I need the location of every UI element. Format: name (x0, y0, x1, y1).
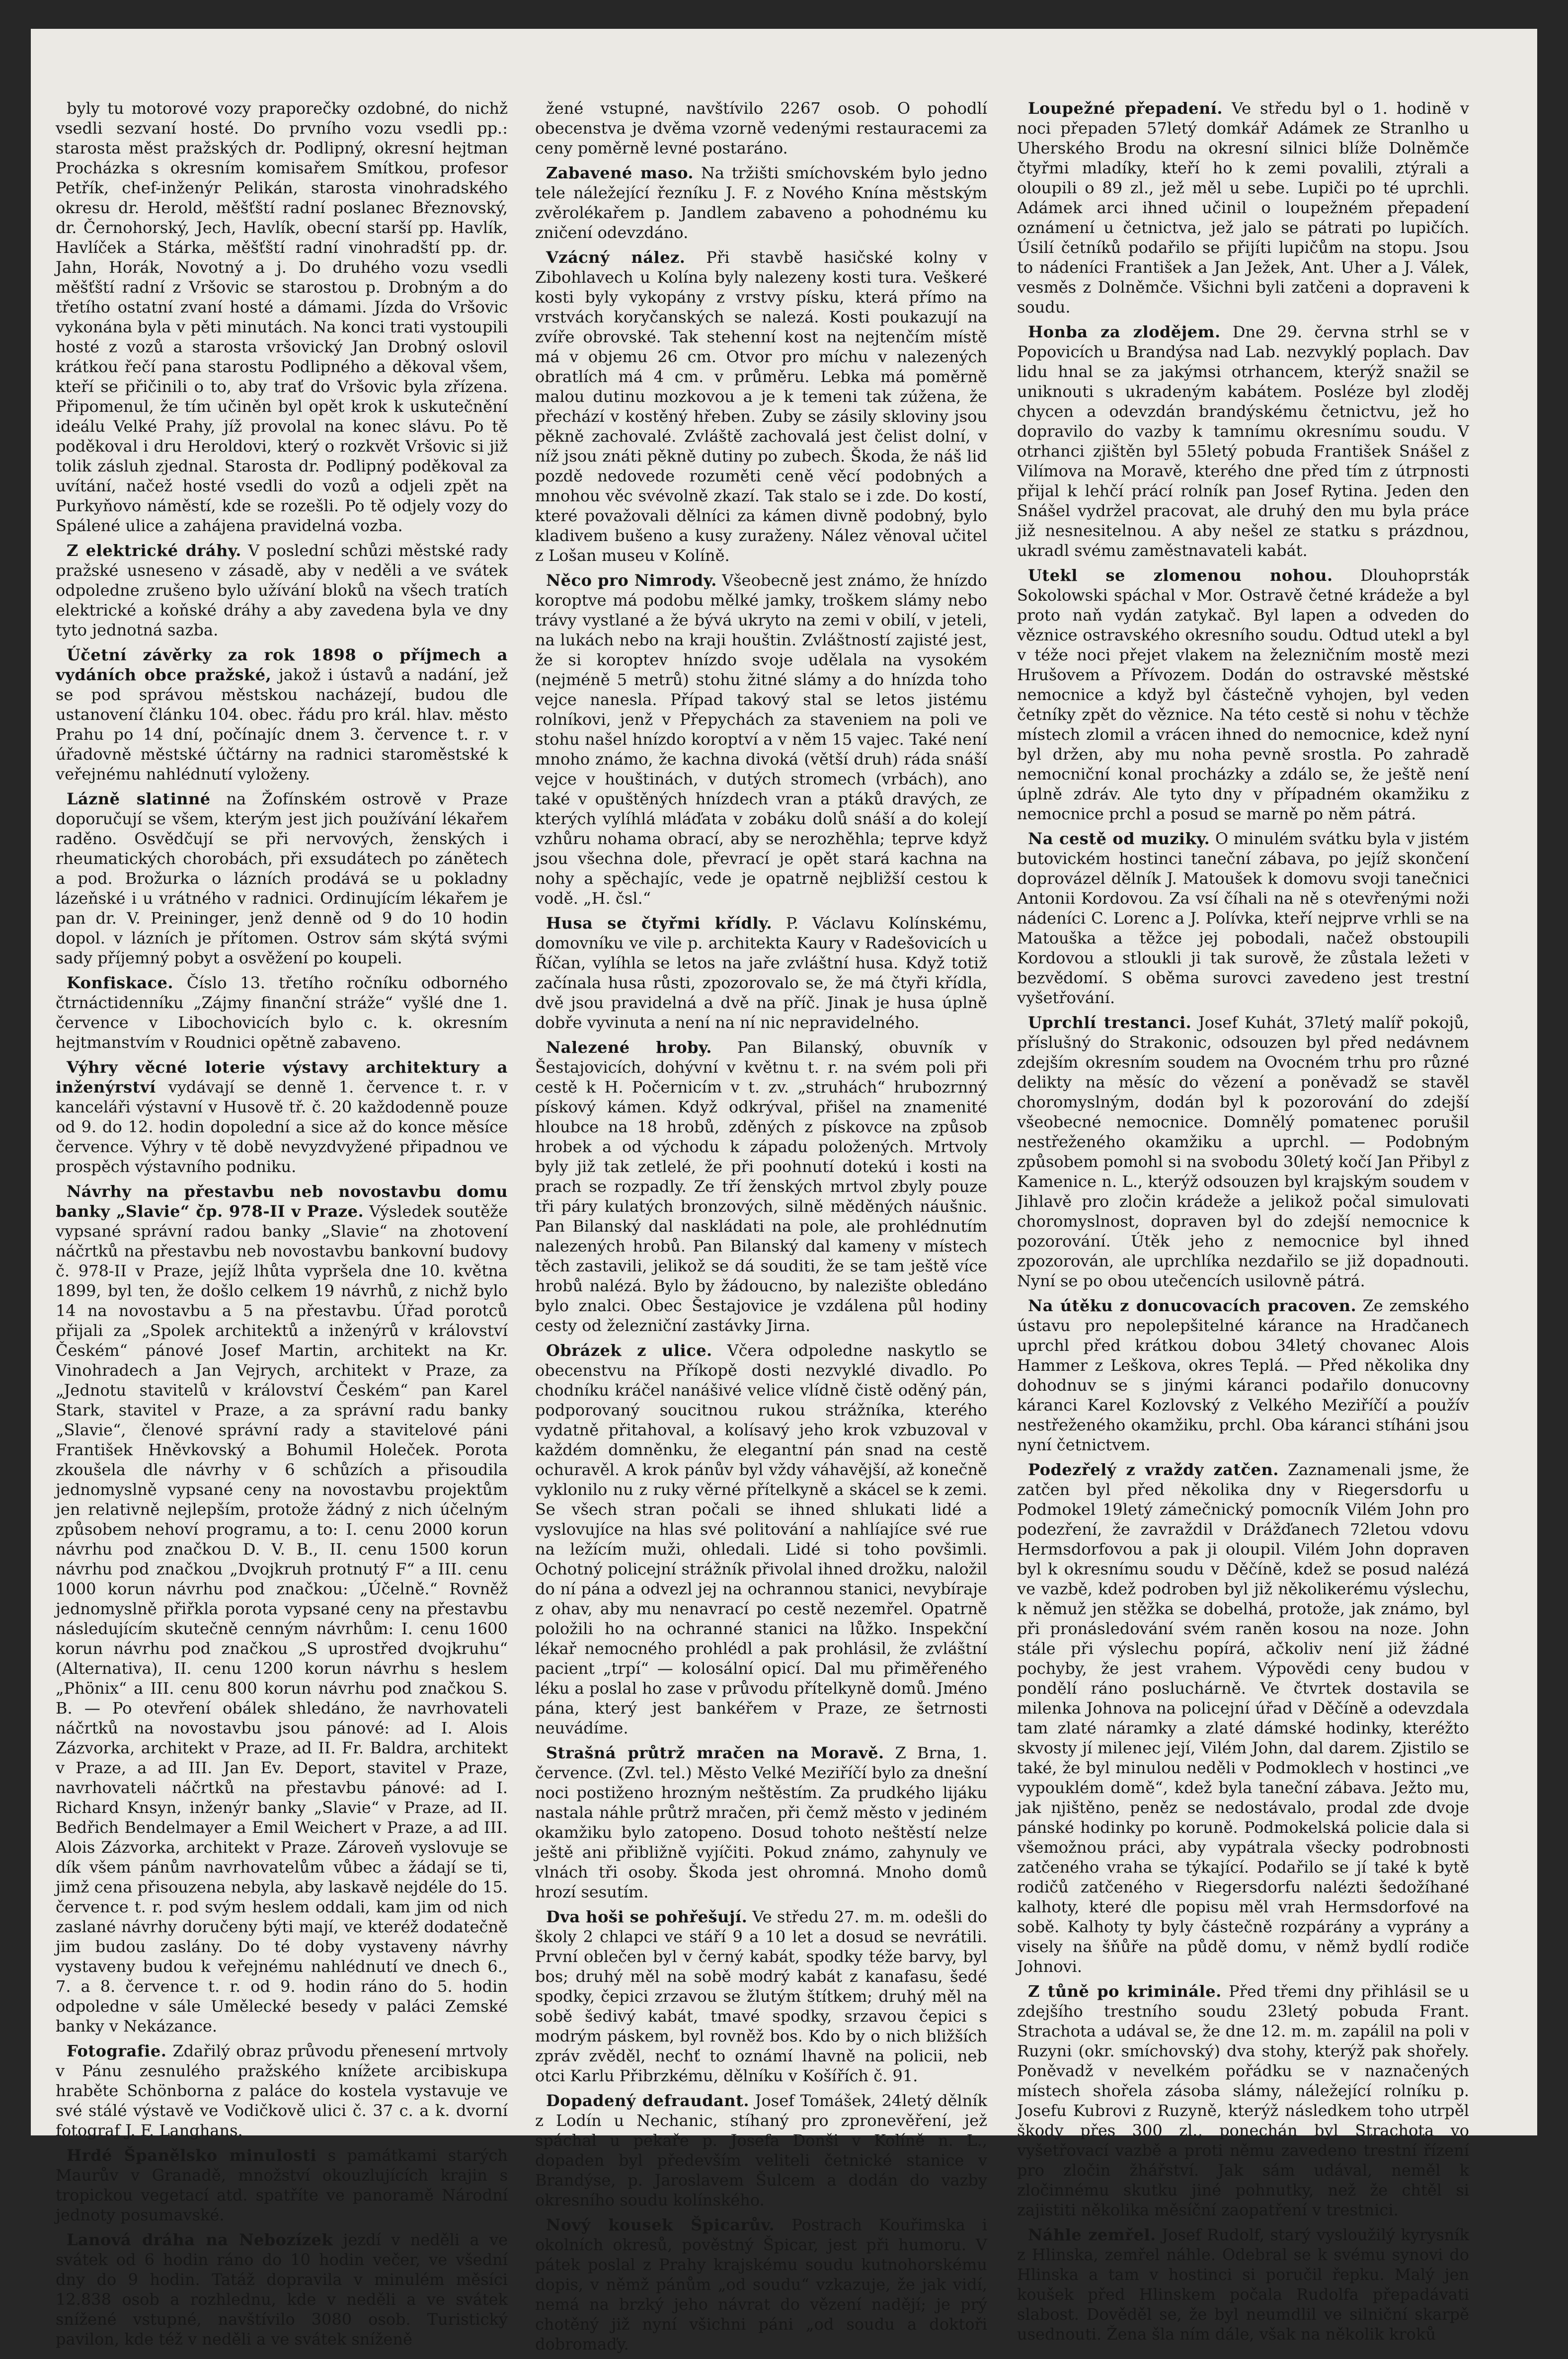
article-paragraph (535, 913, 987, 1032)
article-heading: Lázně slatinné (67, 789, 211, 808)
article-heading: Z tůně po kriminále. (1028, 1982, 1222, 2001)
article-heading: Návrhy na přestavbu neb novostavbu domu banky „Slavie“ čp. 978-II v Praze. (56, 1182, 508, 1221)
article-paragraph (535, 163, 987, 242)
article-text: Ve středu byl o 1. hodině v noci přepaden 57letý domkář Adámek ze Stranlho u Uherského Brodu na okresní silnici blíže Dolněmče čtyřmi mladíky, kteří ho k zemi povalili, ztýrali a oloupili o 89 zl., jež měl u sebe. Lupiči po té uprchli. Adámek arci ihned učinil o loupežném přepadení oznámení u četnictva, jež jalo se pátrati po lupičích. Úsilí četníků podařilo se přijíti lupičům na stopu. Jsou to nádeníci František a Jan Ježek, Ant. Uher a J. Válek, vesměs z Dolněmče. Všichni byli zatčeni a dopraveni k soudu. (1017, 99, 1470, 316)
article-text: Výsledek soutěže vypsané správní radou banky „Slavie“ na zhotovení náčrtků na přestavbu neb novostavbu bankovní budovy č. 978-II v Praze, jejíž lhůta vypršela dne 10. května 1899, byl ten, že došlo celkem 19 návrhů, z nichž bylo 14 na novostavbu a 5 na přestavbu. Úřad porotců přijali za „Spolek architektů a inženýrů v království Českém“ pánové Josef Martin, architekt na Kr. Vinohradech a Jan Vejrych, architekt v Praze, za „Jednotu stavitelů v království Českém“ pan Karel Stark, stavitel v Praze, a za správní radu banky „Slavie“, členové správní rady a stavitelové páni František Hněvkovský a Bohumil Holeček. Porota zkoušela dle návrhy v 6 schůzích a přisoudila jednomyslně vypsané ceny na novostavbu projektům jen relativně nejlepším, protože žádný z nich účelným způsobem nehoví programu, a to: I. cenu 2000 korun návrhu pod značkou D. V. B., II. cenu 1500 korun návrhu pod značkou „Dvojkruh protnutý F“ a III. cenu 1000 korun návrhu pod značkou: „Účelně.“ Rovněž jednomyslně přiřkla porota vypsané ceny na přestavbu následujícím skutečně cenným návrhům: I. cenu 1600 korun návrhu pod značkou „S uprostřed dvojkruhu“ (Alternativa), II. cenu 1200 korun návrhu s heslem „Phönix“ a III. cenu 800 korun návrhu pod značkou S. B. — Po otevření obálek shledáno, že navrhovateli náčrtků na novostavbu jsou pánové: ad I. Alois Zázvorka, architekt v Praze, ad II. Fr. Baldra, architekt v Praze, a ad III. Jan Ev. Deport, stavitel v Praze, navrhovateli náčrtků na přestavbu pánové: ad I. Richard Knsyn, inženýr banky „Slavie“ v Praze, ad II. Bedřich Bendelmayer a Emil Weichert v Praze, a ad III. Alois Zázvorka, architekt v Praze. Zároveň vyslovuje se dík všem pánům navrhovatelům vůbec a žádají se ti, jimž cena přisouzena nebyla, aby laskavě nejdéle do 15. července t. r. pod svým heslem oddali, kam jim od nich zaslané návrhy doručeny býti mají, ve kteréž dodatečně jim budou zaslány. Do té doby vystaveny návrhy vystaveny budou k veřejnému nahlédnutí ve dnech 6., 7. a 8. července t. r. od 9. hodin ráno do 5. hodin odpoledne v sále Umělecké besedy v paláci Zemské banky v Nekázance. (56, 1202, 508, 2036)
article-heading: Lanová dráha na Nebozízek (67, 2230, 333, 2249)
article-heading: Utekl se zlomenou nohou. (1028, 566, 1333, 585)
article-paragraph (1017, 1460, 1469, 1976)
article-heading: Na útěku z donucovacích pracoven. (1028, 1296, 1357, 1315)
article-paragraph (535, 247, 987, 565)
article-text: Pan Bilanský, obuvník v Šestajovicích, dohývní v květnu t. r. na svém poli při cestě k H. Počernicím v t. zv. „struhách“ hrubozrnný pískový kámen. Když odkrýval, přišel na znamenité hloubce na 18 hrobů, zděných z pískovce na způsob hrobek a od východu k západu položených. Mrtvoly byly již tak zetlelé, že při poohnutí dotekú i kosti na prach se rozpadly. Ze tří ženských mrtvol zbyly pouze tři páry kulatých bronzových, silně měděných náušnic. Pan Bilanský dal naskládati na pole, ale prohlédnutím nalezených hrobů. Pan Bilanský dal kameny v místech těch zastavili, jelikož se dá souditi, že se tam ještě více hrobů nalézá. Bylo by žádoucno, by nalezište obledáno bylo znalci. Obec Šestajovice je vzdálena půl hodiny cesty od železniční zastávky Jirna. (535, 1038, 988, 1335)
article-heading: Nový kousek Špicarův. (546, 2215, 775, 2234)
text-column-1 (56, 98, 508, 2354)
article-text: Číslo 13. třetího ročníku odborného čtrnáctidenníku „Zájmy finanční stráže“ vyšlé dne 1. července v Libochovicích bylo c. k. okresním hejtmanstvím v Roudnici opětně zabaveno. (56, 973, 508, 1052)
article-text: Při stavbě hasičské kolny v Zibohlavech u Kolína byly nalezeny kosti tura. Veškeré kosti byly vykopány z vrstvy písku, která přímo na vrstvách koryčanských se nalezá. Kosti poukazují na zvíře obrovské. Tak stehenní kost na nejtenčím místě má v objemu 26 cm. Otvor pro míchu v nalezených obratlích má 4 cm. v průměru. Lebka má poměrně malou dutinu mozkovou a je k temeni tak zúžena, že přechází v kostěný hřeben. Zuby se zásily skloviny jsou pěkně zachovalé. Zvláště zachovalá jest čelist dolní, v níž jsou znáti pěkně dutiny po zubech. Škoda, že náš lid pozdě nedovede rozuměti ceně věcí podobných a mnohou věc svévolně zkazí. Tak stalo se i zde. Do kostí, které považovali dělníci za kámen divně podobný, bylo kladivem bušeno a kusy zuraženy. Nález věnoval učitel z Lošan museu v Kolíně. (535, 248, 988, 565)
article-paragraph (56, 645, 508, 784)
article-text: jezdí v neděli a ve svátek od 6 hodin ráno do 10 hodin večer, ve všední dny do 9 hodin. Tatáž dopravila v minulém měsíci 12.838 osob a rozhlednu, kde v neděli a ve svátek snížené vstupné, navštívilo 3080 osob. Turistický pavilon, kde též v neděli a ve svátek sníženě (56, 2230, 508, 2349)
article-text: Zdařilý obraz průvodu přenesení mrtvoly v Pánu zesnulého pražského knížete arcibiskupa hraběte Schönborna z paláce do kostela vystavuje ve své stálé výstavě ve Vodičkově ulici č. 37 c. a k. dvorní fotograf J. F. Langhans. (56, 2042, 508, 2140)
article-heading: Náhle zemřel. (1028, 2225, 1156, 2244)
article-text: Ve středu 27. m. m. odešli do školy 2 chlapci ve stáří 9 a 10 let a dosud se nevrátili. První oblečen byl v černý kabát, spodky téže barvy, byl bos; druhý měl na sobě modrý kabát z kanafasu, šedé spodky, čepici zrzavou se žlutým štítkem; druhý měl na sobě šedivý kabát, tmavé spodky, srzavou čepici s modrým páskem, byl rovněž bos. Kdo by o nich bližších zpráv zvěděl, nechť to oznámí lhavně na policii, neb otci Karlu Přibrzkému, dělníku v Košířích č. 91. (535, 1907, 988, 2085)
article-heading: Zabavené maso. (546, 163, 694, 182)
article-paragraph (1017, 1296, 1469, 1455)
article-paragraph (1017, 829, 1469, 1008)
article-heading: Účetní závěrky za rok 1898 o příjmech a vydáních obce pražské, (56, 645, 508, 684)
article-heading: Honba za zlodějem. (1028, 322, 1221, 341)
article-heading: Dva hoši se pohřešují. (546, 1907, 748, 1926)
text-column-3 (1017, 98, 1469, 2349)
article-paragraph (1017, 565, 1469, 824)
article-paragraph (535, 1340, 987, 1738)
article-heading: Na cestě od muziky. (1028, 829, 1210, 848)
article-paragraph (1017, 1981, 1469, 2220)
article-paragraph (1017, 1013, 1469, 1291)
article-paragraph (56, 98, 508, 536)
article-paragraph (535, 1037, 987, 1336)
article-paragraph (56, 1057, 508, 1177)
article-text: byly tu motorové vozy praporečky ozdobné, do nichž vsedli sezvaní hosté. Do prvního vozu vsedli pp.: starosta měst pražských dr. Podlipný, okresní hejtman Procházka s okresním komisařem Smítkou, profesor Petřík, chef-inženýr Pelikán, starosta vinohradského okresu dr. Herold, měšťští radní poslanec Březnovský, dr. Černohorský, Jech, Havlík, obecní starší pp. Havlík, Havlíček a Stárka, měšťští radní vinohradští pp. dr. Jahn, Horák, Novotný a j. Do druhého vozu vsedli měšťští radní z Vršovic se starostou p. Drobným a do třetího ostatní zvaní hosté a dámami. Jízda do Vršovic vykonána byla v pěti minutách. Na konci trati vystoupili hosté z vozů a starosta vršovický Jan Drobný oslovil krátkou řečí pana starostu Podlipného a děkoval všem, kteří se přičinili o to, aby trať do Vršovic byla zřízena. Připomenul, že tím učiněn byl opět krok k uskutečnění ideálu Velké Prahy, jíž provolal na konec slávu. Po tě poděkoval i dru Heroldovi, který o rozkvět Vršovic si již tolik zásluh zjednal. Starosta dr. Podlipný poděkoval za uvítání, načež hosté vsedli do vozů a odjeli zpět na Purkyňovo náměstí, kde se rozešli. Po tě odjely vozy do Spálené ulice a zahájena pravidelná vozba. (56, 99, 508, 535)
article-heading: Konfiskace. (67, 973, 174, 992)
article-paragraph (56, 973, 508, 1052)
article-text: Josef Rudolf, starý vysloužilý kyrysník z Hlinska, zemřel náhle. Odebral se k svému synovi do Hlinska a tam v hostinci si poručil řepku. Malý jen koušek před Hlinskem počala Rudolfa přepadávati slabost. Dověděl se, že byl neumdlil ve silniční skarpě usednouti. Žena šla ním dále, však na několik kroků (1017, 2225, 1470, 2344)
article-text: Dlouhoprsták Sokolowski spáchal v Mor. Ostravě četné krádeže a byl proto naň vydán zatykač. Byl lapen a odveden do věznice ostravského okresního soudu. Odtud utekl a byl v téže noci přejet vlakem na železničním mostě mezi Hrušovem a Přívozem. Dodán do ostravské městské nemocnice a když byl částečně vyhojen, byl veden četníky zpět do věznice. Na této cestě si nohu v těchže místech zlomil a vrácen ihned do nemocnice, kdež nyní byl držen, aby mu noha pevně srostla. Po zahradě nemocniční konal procházky a zdálo se, že ještě není úplně zdráv. Ale tyto dny v případném okamžiku z nemocnice prchl a posud se marně po něm pátrá. (1017, 566, 1470, 823)
article-text: Na tržišti smíchovském bylo jedno tele náležející řezníku J. F. z Nového Knína městským zvěrolékařem p. Jandlem zabaveno a pohodnému ku zničení odevzdáno. (535, 163, 988, 242)
article-paragraph (1017, 98, 1469, 317)
article-text: vydávají se denně 1. července t. r. v kanceláři výstavní v Husově tř. č. 20 každodenně pouze od 9. do 12. hodin dopolední a sice až do konce měsíce července. Výhry v tě době nevyzdvyžené připadnou ve prospěch výstavního podniku. (56, 1078, 508, 1176)
article-text: Včera odpoledne naskytlo se obecenstvu na Příkopě dosti nezvyklé divadlo. Po chodníku kráčel nanášivé velice vlídně čistě oděný pán, podporovaný soucitnou rukou strážníka, kterého vydatně přitahoval, a kolísavý jeho krok vzbuzoval v každém domněnku, že elegantní pán snad na cestě ochuravěl. A krok pánův byl vždy váhavější, až konečně vyklonilo nu z ruky věrné přítelkyně a skácel se k zemi. Se všech stran počali se ihned shlukati lidé a vyslovujíce na hlas své politování a nahlíajíce své rue na ležícím muži, ohledali. Lidé si toho povšimli. Ochotný policejní strážník přivolal ihned drožku, naložil do ní pána a odvezl jej na ochrannou stanici, nevybíraje z ohav, aby mu nenavrací po cestě nezemřel. Opatrně položili ho na ochranné stanici na lůžko. Inspekční lékař nemocného prohlédl a pak prohlásil, že zvláštní pacient „trpí“ — kolosální opicí. Dal mu přiměřeného léku a poslal ho zase v průvodu přítelkyně domů. Jméno pána, který jest bankéřem v Praze, ze šetrnosti neuvádíme. (535, 1341, 988, 1737)
article-text: Ze zemského ústavu pro nepolepšitelné kárance na Hradčanech uprchl před krátkou dobou 34letý chovanec Alois Hammer z Leškova, okres Teplá. — Před několika dny dohodnuv se s jinými káranci podařilo donucovny káranci Karel Kozlovský z Velkého Meziříčí a použív nestřeženého okamžiku, prchl. Oba káranci stíháni jsou nyní četnictvem. (1017, 1296, 1470, 1454)
article-text: O minulém svátku byla v jistém butovickém hostinci taneční zábava, po jejíž skončení doprovázel dělník J. Matoušek k domovu svoji tanečnici Antonii Kordovou. Za vsí číhali na ně s otevřenými noži nádeníci C. Lorenc a J. Polívka, kteří nejprve vrhli se na Matouška a těžce jej pobodali, načež obstoupili Kordovou a stloukli ji tak surově, že zůstala ležeti v bezvědomí. S oběma surovci zavedeno jest trestní vyšetřování. (1017, 829, 1470, 1007)
article-paragraph (56, 1181, 508, 2036)
article-text: Před třemi dny přihlásil se u zdejšího trestního soudu 23letý pobuda Frant. Strachota a udával se, že dne 12. m. m. zapálil na poli v Ruzyni (okr. smíchovský) dva stohy, kterýž pak shořely. Poněvadž v nevelkém pořádku se v naznačených místech shořela zásoba slámy, náležející rolníku p. Josefu Kubrovi z Ruzyně, kterýž následkem toho utrpěl škody přes 300 zl., ponechán byl Strachota vo vyšetřovací vazbě a proti němu zavedeno trestní řízení pro zločin žhářství. Jak sám udával, neměl k zločinnému skutku jiné pohnutky, než že chtěl si zajistiti několika měsíční zaopatření v trestnici. (1017, 1982, 1470, 2219)
article-heading: Loupežné přepadení. (1028, 99, 1223, 118)
article-text: Zaznamenali jsme, že zatčen byl před několika dny v Riegersdorfu u Podmokel 19letý zámečnický pomocník Vilém John pro podezření, že zavraždil v Drážďanech 72letou vdovu Hermsdorfovou a pak ji oloupil. Vilém John dopraven byl k okresnímu soudu v Děčíně, kdež se posud nalézá ve vazbě, kdež podroben byl již několikerému výslechu, k němuž jen stěžka se dobelhá, protože, jak známo, byl při pronásledování svém raněn kosou na noze. John stále při výslechu popírá, ačkoliv není již žádné pochyby, že jest vrahem. Výpovědi ceny budou v pondělí ráno posluchárně. Ve čtvrtek dostavila se milenka Johnova na policejní úřad v Děčíně a odevzdala tam zlaté náramky a zlaté dámské hodinky, kteréžto skvosty jí milenec její, Vilém John, dal darem. Zjistilo se také, že byl minulou neděli v Podmoklech v hostinci „ve vypouklém domě“, kdež byla taneční zábava. Ježto mu, jak njištěno, peněz se nedostávalo, prodal zde dvoje pánské hodinky po koruně. Podmokelská policie dala si všemožnou práci, aby vypátrala všecky podrobnosti zatčeného vraha se týkající. Podařilo se jí také k bytě rodičů zatčeného v Riegersdorfu nalézti šedožíhané kalhoty, které dle popisu měl vrah Hermsdorfové na sobě. Kalhoty ty byly částečně rozpárány a vyprány a visely na šňůře na půdě domu, v němž bydlí rodiče Johnovi. (1017, 1460, 1470, 1976)
article-heading: Z elektrické dráhy. (67, 541, 241, 560)
article-heading: Nalezené hroby. (546, 1038, 712, 1057)
article-text: Z Brna, 1. července. (Zvl. tel.) Město Velké Meziříčí bylo za dnešní noci postiženo hrozným neštěstím. Za prudkého lijáku nastala náhle průtrž mračen, při čemž město v jediném okamžiku bylo zatopeno. Dosud tohoto neštěstí nelze ještě ani přibližně vyjíčiti. Pokud známo, zahynuly ve vlnách tři osoby. Škoda jest ohromná. Mnoho domů hrozí sesutím. (535, 1743, 988, 1901)
article-heading: Uprchlí trestanci. (1028, 1013, 1192, 1032)
article-heading: Husa se čtyřmi křídly. (546, 914, 773, 933)
article-text: Josef Tomášek, 24letý dělník z Lodín u Nechanic, stíhaný pro zpronevěření, jež spáchal u pekaře p. Josefa Donši v Kolíně n. L., dopaden byl především veliteli četnické stanice v Brandýse, p. Jaroslavem Šulcem a dodán do vazby okresního soudu kolínského. (535, 2091, 988, 2209)
article-text: Dne 29. června strhl se v Popovicích u Brandýsa nad Lab. nezvyklý poplach. Dav lidu hnal se za jakýmsi otrhancem, kterýž snažil se uniknouti s ukradeným kabátem. Posléze byl zloděj chycen a odevzdán brandýskému četnictvu, jež ho dopravilo do vazby k tamnímu okresnímu soudu. V otrhanci zjištěn byl 55letý pobuda František Snášel z Vilímova na Moravě, kterého dne před tím z útrpnosti přijal k lehčí prácí rolník pan Josef Rytina. Jeden den Snášel vydržel pracovat, ale druhý den mu byla práce již nesnesitelnou. A aby nešel ze statku s prázdnou, ukradl svému zaměstnavateli kabát. (1017, 322, 1470, 560)
article-paragraph (535, 2215, 987, 2354)
article-text: Postrach Kouřimska i okolních okresů, pověstný Špicar, jest při humoru. V pátek poslal z Prahy krajskému soudu kutnohorskému dopis, v němž pánům „od soudu“ vzkazuje, že jak vidí, nemá na brzký jeho návrat do vězení nadějí; je prý chotěný již nyní všichni páni „od soudu a doktoři dobromaďy. (535, 2215, 988, 2354)
article-heading: Něco pro Nimrody. (546, 571, 717, 590)
article-text: s památkami starých Maurův v Granadě, množství okouzlujících krajin s tropickou vegetací atd. spatříte ve panoramě Národní jednoty posumavské. (56, 2146, 508, 2224)
article-paragraph (56, 2041, 508, 2140)
article-text: Josef Kuhát, 37letý malíř pokojů, příslušný do Strakonic, odsouzen byl před nedávnem zdejším okresním soudem na Ovocném trhu pro různé delikty na měsíc do vězení a poněvadž se stavěl choromyslným, dodán byl k pozorování do zdejší všeobecné nemocnice. Domnělý pomatenec porušil nestřeženého okamžiku a uprchl. — Podobným způsobem pomohl si na svobodu 30letý kočí Jan Přibyl z Kamenice n. L., kterýž odsouzen byl krajským soudem v Jihlavě pro zločin krádeže a jelikož počal simulovati choromyslnost, dopraven byl do zdejší nemocnice k pozorování. Útěk jeho z nemocnice byl ihned zpozorován, ale uprchlíka nezdařilo se již dopadnouti. Nyní se po obou utečencích usilovně pátrá. (1017, 1013, 1470, 1290)
article-heading: Výhry věcné loterie výstavy architektury a inženýrství (56, 1058, 508, 1097)
article-heading: Hrdé Španělsko minulosti (67, 2146, 317, 2165)
article-paragraph (56, 789, 508, 968)
article-text: Všeobecně jest známo, že hnízdo koroptve má podobu mělké jamky, troškem slámy nebo trávy vystlané a že bývá ukryto na zemi v obilí, v jeteli, na lukách nebo na kraji houštin. Zvláštností zajisté jest, že si koroptev hnízdo svoje udělala na vysokém (nejméně 5 metrů) stohu žitné slámy a do hnízda toho vejce nanesla. Případ takový stal se letos jistému rolníkovi, jenž v Přepychách za staveniem na poli ve stohu našel hnízdo koroptví a v něm 15 vajec. Také není mnoho známo, že kachna divoká (větší druh) ráda snáší vejce v houštinách, v dutých stromech (vrbách), ano také v opuštěných hnízdech vran a ptáků dravých, ze kterých vylíhlá mláďata v zobáku dolů snáší a do kolejí vzhůru nohama obrací, aby se nerozhěhla; teprve když jsou všechna dole, převrací je opět stará kachna na nohy a spěchajíc, vede je opatrně nejbližší cestou k vodě. „H. čsl.“ (535, 571, 988, 908)
article-heading: Fotografie. (67, 2042, 167, 2060)
article-text: P. Václavu Kolínskému, domovníku ve vile p. architekta Kaury v Radešovicích u Říčan, vylíhla se letos na jaře zvláštní husa. Když totiž začínala husa růsti, zpozorovalo se, že má čtyři křídla, dvě jsou pravidelná a dvě na příč. Jinak je husa úplně dobře vyvinuta a není na ní nic nepravidelného. (535, 914, 988, 1032)
article-paragraph (535, 1907, 987, 2086)
article-paragraph (56, 541, 508, 640)
article-heading: Strašná průtrž mračen na Moravě. (546, 1743, 884, 1762)
newspaper-page (31, 29, 1537, 2354)
article-paragraph (535, 1743, 987, 1902)
article-paragraph (1017, 2225, 1469, 2344)
article-heading: Vzácný nález. (546, 248, 686, 267)
article-heading: Dopadený defraudant. (546, 2091, 750, 2110)
text-column-2 (535, 98, 987, 2359)
article-paragraph (535, 570, 987, 908)
article-paragraph (535, 98, 987, 158)
article-heading: Obrázek z ulice. (546, 1341, 712, 1360)
article-paragraph (56, 2145, 508, 2225)
article-paragraph (56, 2230, 508, 2349)
article-text: na Žofínském ostrově v Praze doporučují se všem, kterým jest jich používání lékařem raděno. Osvědčují se při nervových, ženských i rheumatických chorobách, při exsudátech po zánětech a pod. Brožurka o lázních prodává se u pokladny lázeňské i u vrátného v radnici. Ordinujícím lékařem je pan dr. V. Preininger, jenž denně od 9 do 10 hodin dopol. v lázních je přítomen. Ostrov sám skýtá svými sady příjemný pobyt a osvěžení po koupeli. (56, 789, 508, 967)
article-paragraph (1017, 322, 1469, 560)
article-text: V poslední schůzi městské rady pražské usneseno v zásadě, aby v neděli a ve svátek odpoledne zrušeno bylo užívání bloků na všech tratích elektrické a koňské dráhy a aby zavedena byla ve dny tyto jednotná sazba. (56, 541, 508, 639)
article-heading: Podezřelý z vraždy zatčen. (1028, 1460, 1279, 1479)
article-text: žené vstupné, navštívilo 2267 osob. O pohodlí obecenstva je dvěma vzorně vedenými restauracemi za ceny poměrně levné postaráno. (535, 99, 987, 157)
article-text: jakož i ústavů a nadání, jež se pod správou městskou nacházejí, budou dle ustanovení článku 104. obec. řádu pro král. hlav. město Prahu po 14 dní, počínajíc dnem 3. července t. r. v úřadovně městské účtárny na radnici staroměstské k veřejnému nahlédnutí vyloženy. (56, 665, 508, 784)
article-paragraph (535, 2091, 987, 2210)
